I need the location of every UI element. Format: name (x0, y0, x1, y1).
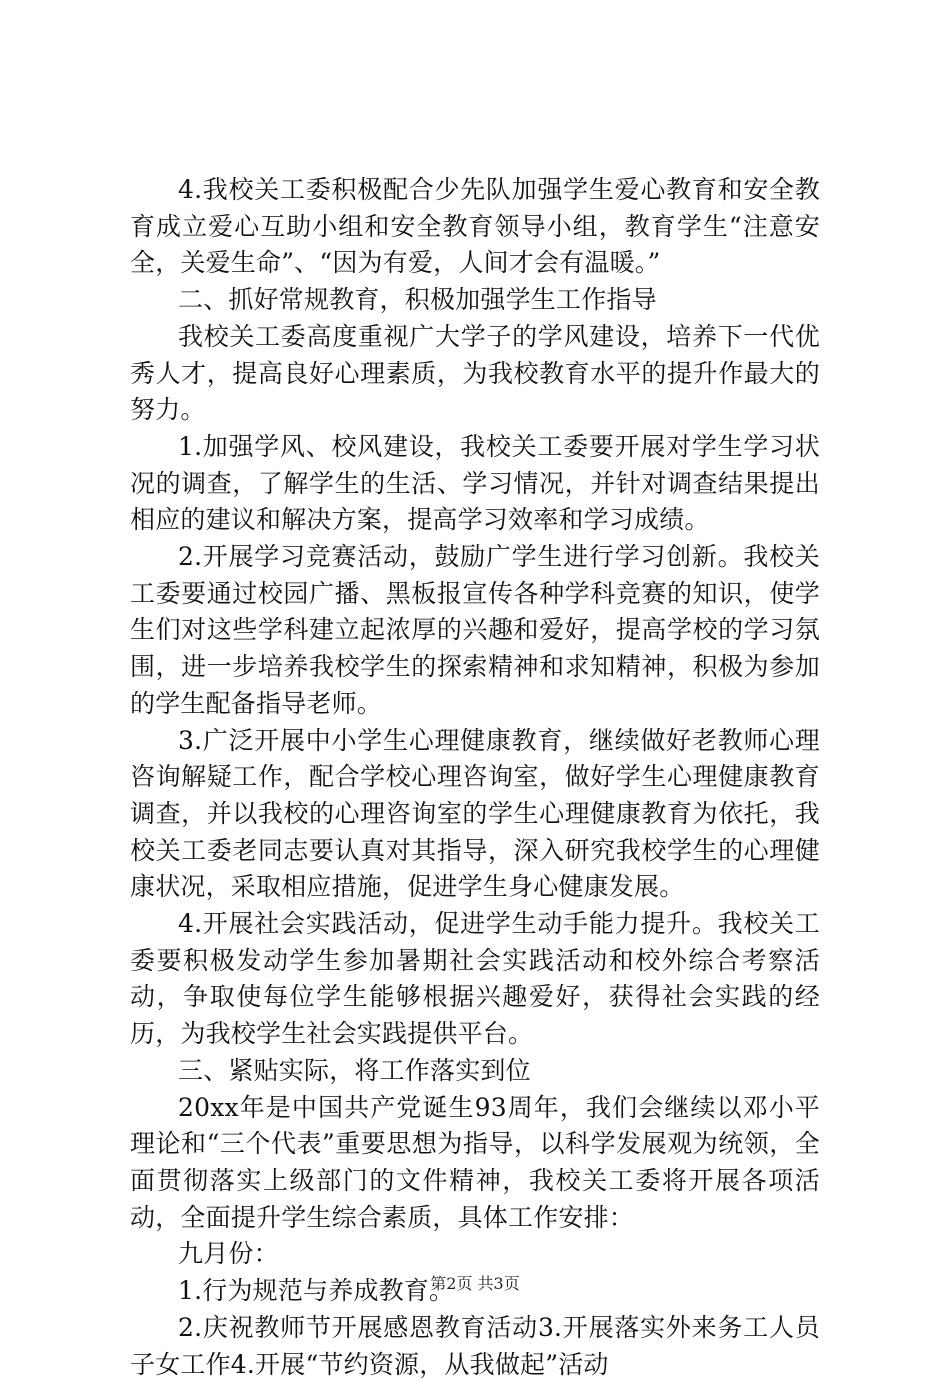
paragraph-item-2-competitions: 2.开展学习竞赛活动，鼓励广学生进行学习创新。我校关工委要通过校园广播、黑板报宣传各种学科竞赛的知识，使学生们对这些学科建立起浓厚的兴趣和爱好，提高学校的学习氛围，进一步培养我校学生的探索精神和求知精神，积极为参加的学生配备指导老师。 (130, 542, 820, 718)
document-body (130, 172, 820, 1383)
page-number-footer: 第2页 共3页 (430, 1274, 520, 1293)
paragraph-item-1-study-style: 1.加强学风、校风建设，我校关工委要开展对学生学习状况的调查，了解学生的生活、学习情况，并针对调查结果提出相应的建议和解决方案，提高学习效率和学习成绩。 (130, 431, 820, 535)
section-heading-3: 三、紧贴实际，将工作落实到位 (178, 1055, 531, 1085)
paragraph-study-style-intro: 我校关工委高度重视广大学子的学风建设，培养下一代优秀人才，提高良好心理素质，为我校教育水平的提升作最大的努力。 (130, 321, 820, 425)
paragraph-september-items-2-4: 2.庆祝教师节开展感恩教育活动3.开展落实外来务工人员子女工作4.开展“节约资源，从我做起”活动 (130, 1312, 820, 1379)
paragraph-item-4-caring-education: 4.我校关工委积极配合少先队加强学生爱心教育和安全教育成立爱心互助小组和安全教育领导小组，教育学生“注意安全，关爱生命”、“因为有爱，人间才会有温暖。” (130, 175, 820, 278)
paragraph-item-4-social-practice: 4.开展社会实践活动，促进学生动手能力提升。我校关工委要积极发动学生参加暑期社会实践活动和校外综合考察活动，争取使每位学生能够根据兴趣爱好，获得社会实践的经历，为我校学生社会实践提供平台。 (130, 909, 820, 1049)
paragraph-yearly-plan: 20xx年是中国共产党诞生93周年，我们会继续以邓小平理论和“三个代表”重要思想为指导，以科学发展观为统领，全面贯彻落实上级部门的文件精神，我校关工委将开展各项活动，全面提升学生综合素质，具体工作安排： (130, 1092, 820, 1232)
paragraph-september-heading: 九月份： (178, 1239, 279, 1269)
section-heading-2: 二、抓好常规教育，积极加强学生工作指导 (178, 285, 657, 315)
paragraph-item-3-mental-health: 3.广泛开展中小学生心理健康教育，继续做好老教师心理咨询解疑工作，配合学校心理咨询室，做好学生心理健康教育调查，并以我校的心理咨询室的学生心理健康教育为依托，我校关工委老同志要认真对其指导，深入研究我校学生的心理健康状况，采取相应措施，促进学生身心健康发展。 (130, 725, 820, 902)
paragraph-september-item-1: 1.行为规范与养成教育。 (178, 1276, 455, 1306)
